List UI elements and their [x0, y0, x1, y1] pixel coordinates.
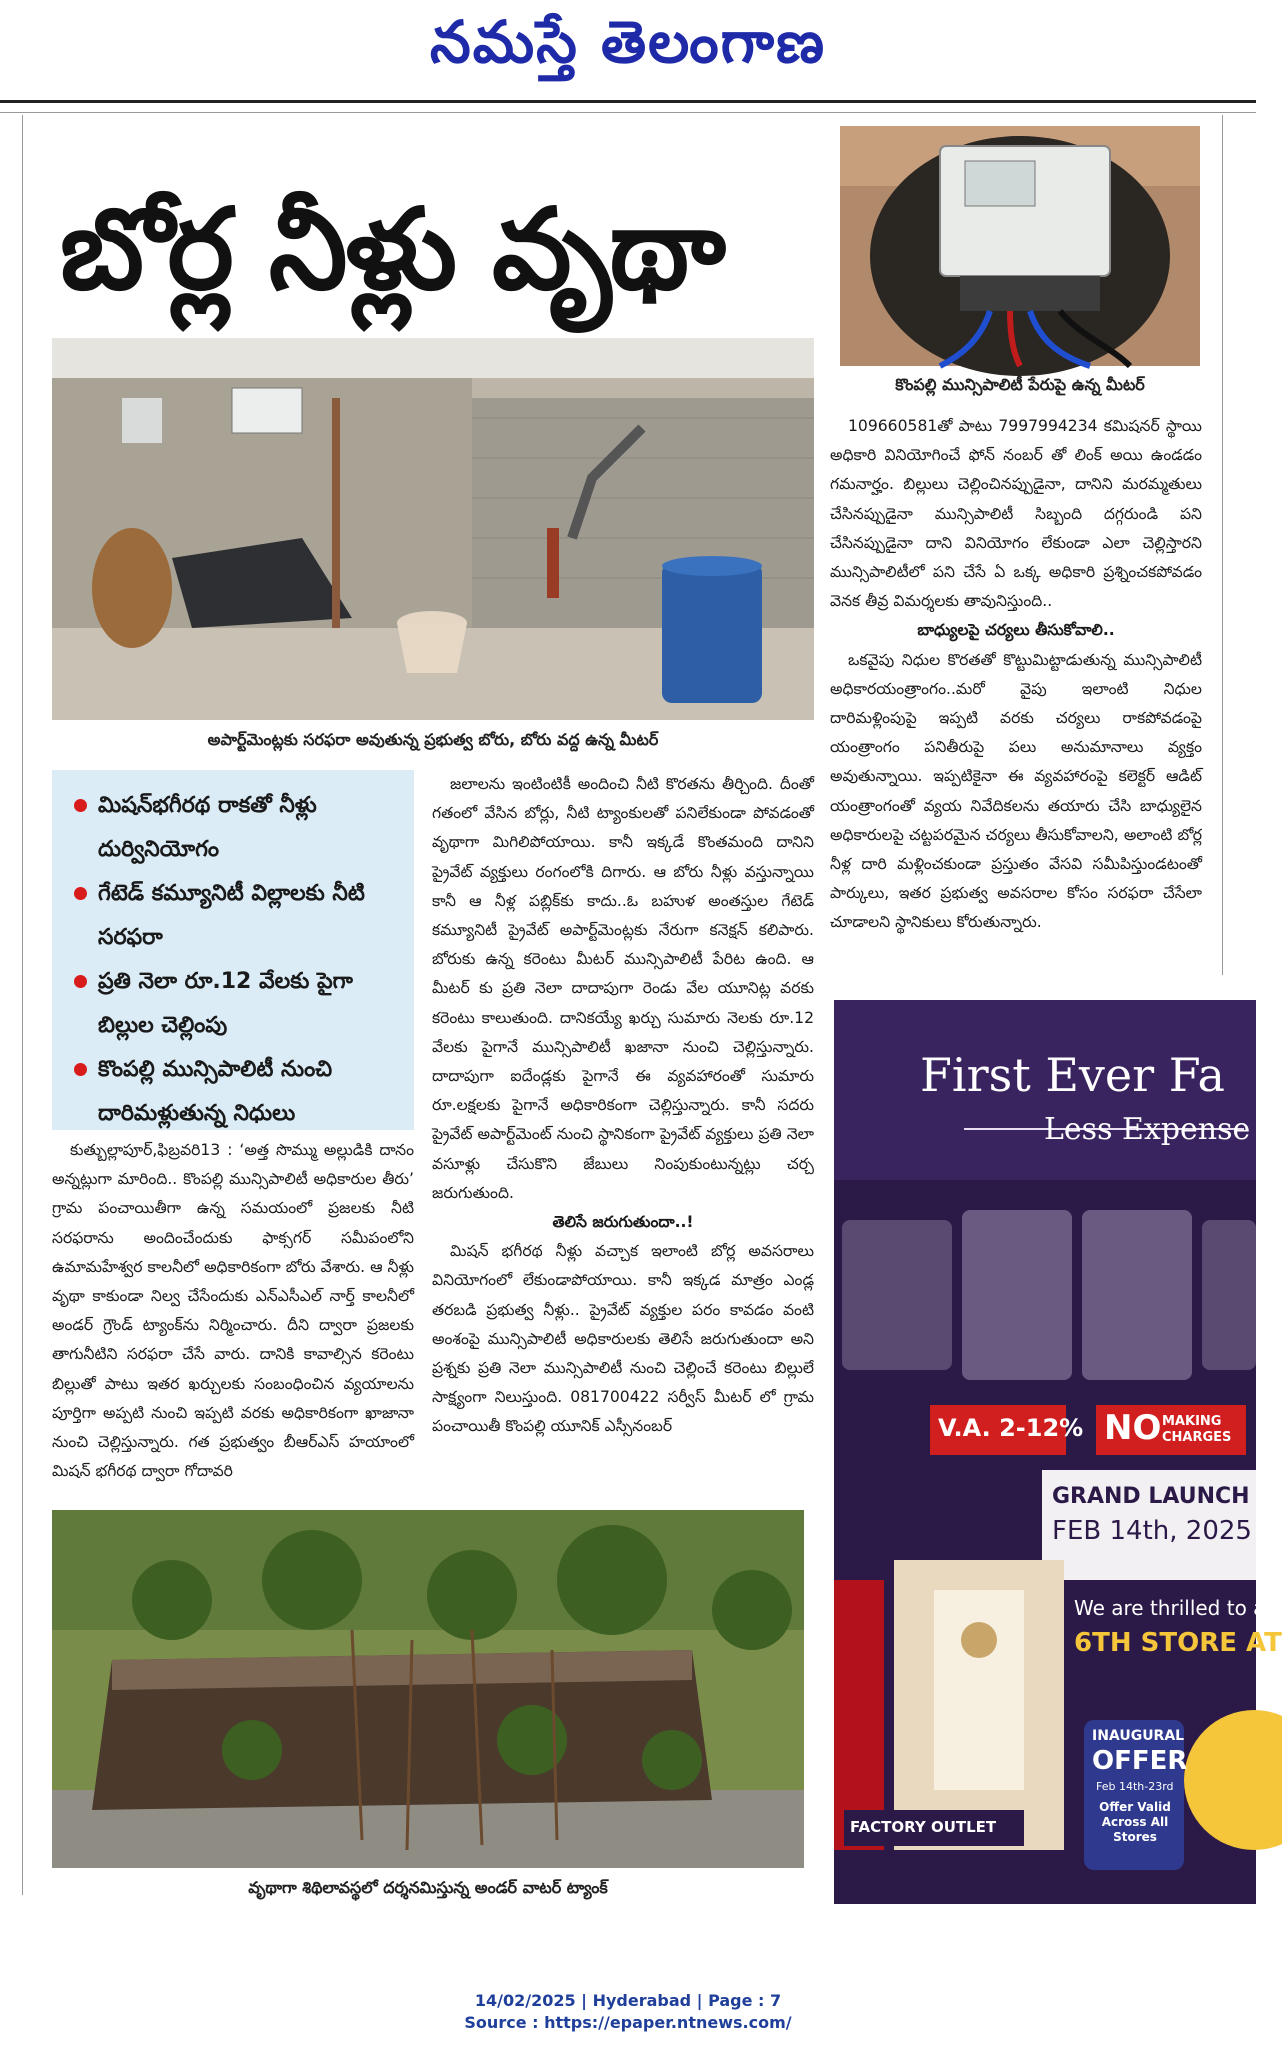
ad-offer-valid: Offer Valid Across All Stores — [1099, 1800, 1171, 1844]
meter-photo — [840, 126, 1200, 366]
ad-offer-dates: Feb 14th-23rd — [1096, 1780, 1174, 1793]
article-paragraph: జలాలను ఇంటింటికీ అందించి నీటి కొరతను తీర్చింది. దీంతో గతంలో వేసిన బోర్లు, నీటి ట్యాంకులతో పనిలేకుండా పోవడంతో వృథాగా మిగిలిపోయాయి. కానీ ఇక్కడే కొంతమంది దానిని ప్రైవేట్ వ్యక్తులు రంగంలోకి దిగారు. ఆ బోరు నీళ్లు వస్తున్నాయి కానీ ఆ నీళ్ల పబ్లిక్‌కు కాదు..ఓ బహుళ అంతస్తుల గేటెడ్ కమ్యూనిటీ ప్రైవేట్ అపార్ట్‌మెంట్లకు నేరుగా కనెక్షన్ కలిపారు. బోరుకు ఉన్న కరెంటు మీటర్ మున్సిపాలిటీ పేరిట ఉంది. ఆ మీటర్ కు ప్రతి నెలా దాదాపుగా రెండు వేల యూనిట్ల వరకు కరెంటు కాలుతుంది. దానికయ్యే ఖర్చు సుమారు నెలకు రూ.12 వేలకు పైగానే మున్సిపాలిటీ ఖజానా నుంచి చెల్లిస్తున్నారు. దాదాపుగా ఐదేండ్లకు పైగానే ఈ వ్యవహారంతో సుమారు రూ.లక్షలకు పైగానే అధికారికంగా చెల్లిస్తున్నారు. కానీ సదరు ప్రైవేట్ అపార్ట్‌మెంట్ నుంచి స్థానికంగా ప్రైవేట్ వ్యక్తులు ప్రతి నెలా వసూళ్లు చేసుకొని జేబులు నింపుకుంటున్నట్లు చర్చ జరుగుతుంది. — [432, 775, 814, 1202]
highlight-item: ప్రతి నెలా రూ.12 వేలకు పైగా బిల్లుల చెల్లింపు — [70, 960, 404, 1048]
headline: బోర్ల నీళ్లు వృథా — [60, 185, 724, 315]
article-paragraph: మిషన్ భగీరథ నీళ్లు వచ్చాక ఇలాంటి బోర్ల అవసరాలు వినియోగంలో లేకుండాపోయాయి. కానీ ఇక్కడ మాత్రం ఎండ్ల తరబడి ప్రభుత్వ నీళ్లు.. ప్రైవేట్ వ్యక్తుల పరం కావడం వంటి అంశంపై మున్సిపాలిటీ అధికారులకు తెలిసే జరుగుతుందా అని ప్రశ్నకు ప్రతి నెలా మున్సిపాలిటీ నుంచి చెల్లించే కరెంటు బిల్లులే సాక్ష్యంగా నిలుస్తుంది. 081700422 సర్వీస్ మీటర్ లో గ్రామ పంచాయితీ కొంపల్లి యూనిక్ ఎస్సీనంబర్ — [432, 1242, 814, 1436]
jewellery-advertisement — [834, 1000, 1282, 1904]
footer — [0, 1990, 1256, 2034]
ad-making-charges: MAKING CHARGES — [1162, 1414, 1232, 1445]
highlight-item: కొంపల్లి మున్సిపాలిటీ నుంచి దారిమళ్లుతున్న నిధులు — [70, 1048, 404, 1136]
article-subheading: తెలిసే జరుగుతుందా..! — [552, 1213, 694, 1232]
article-paragraph: 109660581తో పాటు 7997994234 కమిషనర్ స్థాయి అధికారి వినియోగించే ఫోన్ నంబర్ తో లింక్ అయి ఉండడం గమనార్హం. బిల్లులు చెల్లించినప్పుడైనా, దానిని మరమ్మతులు చేసినప్పుడైనా మున్సిపాలిటీ సిబ్బంది దగ్గరుండి పని చేసినప్పుడైనా దాని వినియోగం లేకుండా ఎలా చెల్లిస్తారని మున్సిపాలిటీలో పని చేసే ఏ ఒక్క అధికారి ప్రశ్నించకపోవడం వెనక తీవ్ర విమర్శలకు తావునిస్తుంది.. — [830, 417, 1202, 611]
ad-thrilled-text: We are thrilled to an — [1074, 1596, 1279, 1620]
masthead — [0, 0, 1256, 96]
borewell-photo — [52, 338, 814, 720]
highlights-box — [52, 770, 414, 1130]
bullet-icon — [74, 799, 87, 812]
borewell-photo-caption: అపార్ట్‌మెంట్లకు సరఫరా అవుతున్న ప్రభుత్వ బోరు, బోరు వద్ద ఉన్న మీటర్ — [207, 730, 659, 749]
article-paragraph: ఒకవైపు నిధుల కొరతతో కొట్టుమిట్టాడుతున్న మున్సిపాలిటీ అధికారయంత్రాంగం..మరో వైపు ఇలాంటి నిధుల దారిమళ్లింపుపై ఇప్పటి వరకు చర్యలు రాకపోవడంపై యంత్రాంగం పనితీరుపై పలు అనుమానాలు వ్యక్తం అవుతున్నాయి. ఇప్పటికైనా ఈ వ్యవహారంపై కలెక్టర్ ఆడిట్ యంత్రాంగంతో వ్యయ నివేదికలను తయారు చేసి బాధ్యులైన అధికారులపై చట్టపరమైన చర్యలు తీసుకోవాలని, అలాంటి బోర్ల నీళ్ల దారి మళ్లించకుండా ప్రస్తుతం వేసవి సమీపిస్తుండటంతో పార్కులు, ఇతర ప్రభుత్వ అవసరాల కోసం సరఫరా చేసేలా చూడాలని స్థానికులు కోరుతున్నారు. — [830, 650, 1202, 932]
ad-inaugural: INAUGURAL — [1092, 1728, 1185, 1744]
highlight-item: మిషన్‌భగీరథ రాకతో నీళ్లు దుర్వినియోగం — [70, 784, 404, 872]
bullet-icon — [74, 1063, 87, 1076]
meter-photo-caption: కొంపల్లి మున్సిపాలిటీ పేరుపై ఉన్న మీటర్ — [895, 375, 1145, 394]
column-divider — [1222, 115, 1223, 975]
ad-no-badge: NO — [1104, 1408, 1162, 1448]
ad-offer: OFFER — [1092, 1746, 1188, 1776]
article-column-3 — [830, 412, 1202, 968]
tank-photo — [52, 1510, 804, 1868]
bullet-icon — [74, 887, 87, 900]
column-divider — [22, 115, 23, 1895]
highlight-item: గేటెడ్ కమ్యూనిటీ విల్లాలకు నీటి సరఫరా — [70, 872, 404, 960]
article-subheading: బాధ్యులపై చర్యలు తీసుకోవాలి.. — [917, 621, 1115, 640]
ad-store-text: 6TH STORE AT — [1074, 1628, 1282, 1658]
ad-va-badge: V.A. 2-12% — [938, 1414, 1084, 1442]
ad-headline: First Ever Fa — [920, 1048, 1225, 1102]
article-column-2 — [432, 770, 814, 1506]
ad-launch-title: GRAND LAUNCH — [1052, 1484, 1250, 1509]
bullet-icon — [74, 975, 87, 988]
ad-factory-outlet: FACTORY OUTLET — [850, 1818, 997, 1836]
ad-launch-date: FEB 14th, 2025 — [1052, 1516, 1252, 1546]
footer-date-page: 14/02/2025 | Hyderabad | Page : 7 — [474, 1991, 782, 2010]
newspaper-title: నమస్తే తెలంగాణ — [430, 8, 826, 76]
masthead-rule-thin — [0, 112, 1256, 113]
tank-photo-caption: వృథాగా శిథిలావస్థలో దర్శనమిస్తున్న అండర్ వాటర్ ట్యాంక్ — [248, 1878, 608, 1897]
masthead-rule — [0, 100, 1256, 103]
article-paragraph: కుత్బుల్లాపూర్,ఫిబ్రవరి13 : ‘అత్త సొమ్ము అల్లుడికి దానం అన్నట్లుగా మారింది.. కొంపల్లి మున్సిపాలిటీ అధికారుల తీరు’ గ్రామ పంచాయితీగా ఉన్న సమయంలో ప్రజలకు నీటి సరఫరాను అందించేందుకు ఫాక్సగర్ సమీపంలోని ఉమామహేశ్వర కాలనీలో అధికారికంగా బోరు వేశారు. ఆ నీళ్లు వృథా కాకుండా నిల్వ చేసేందుకు ఎన్ఎసీఎల్ నార్త్ కాలనీలో అండర్ గ్రౌండ్ ట్యాంక్‌ను నిర్మించారు. దీని ద్వారా ప్రజలకు తాగునీటిని సరఫరా చేసే వారు. దానికి కావాల్సిన కరెంటు బిల్లుతో పాటు ఇతర ఖర్చులకు సంబంధించిన వ్యయాలను పూర్తిగా అప్పటి నుంచి ఇప్పటి వరకు అధికారికంగా ఖాజానా నుంచి చెల్లిస్తున్నారు. గత ప్రభుత్వం బీఆర్ఎస్ హయాంలో మిషన్ భగీరథ ద్వారా గోదావరి — [52, 1141, 414, 1481]
article-column-1 — [52, 1136, 414, 1506]
ad-subheadline: Less Expense — [1044, 1112, 1251, 1147]
footer-source: Source : https://epaper.ntnews.com/ — [464, 2013, 792, 2032]
